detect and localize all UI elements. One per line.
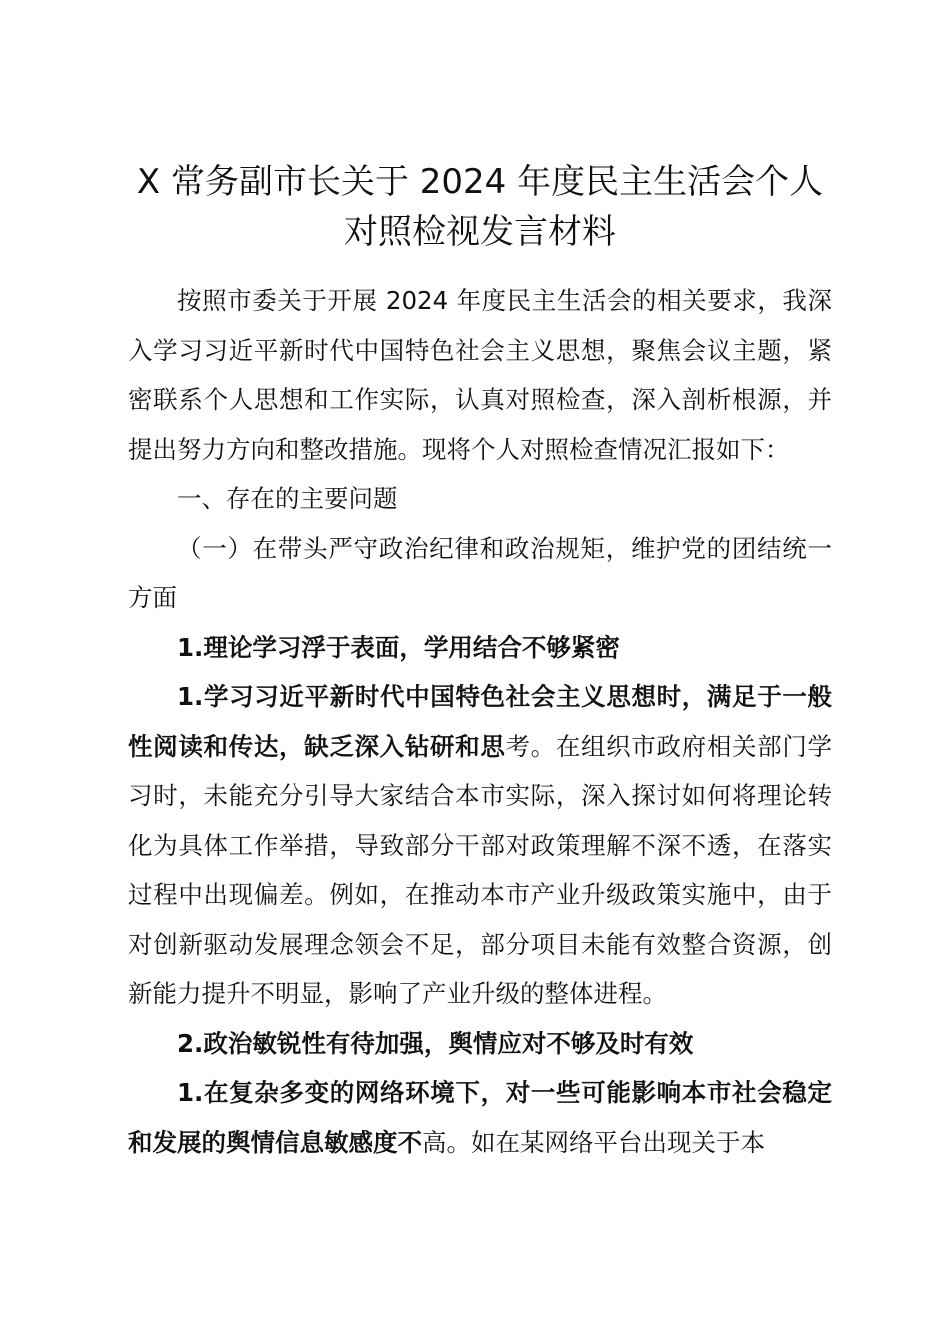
document-title-line-1: X 常务副市长关于 2024 年度民主生活会个人 — [136, 162, 824, 202]
section-heading: 一、存在的主要问题 — [177, 484, 398, 513]
issue-paragraph-2 — [128, 1068, 832, 1167]
issue-paragraph-1 — [128, 672, 832, 1019]
issue-paragraph-2-body: 高。如在某网络平台出现关于本 — [422, 1127, 765, 1157]
issue-paragraph-2-bold-lead: 1.在复杂多变的网络环境下，对一些可能影响本市社会稳定和发展的舆情信息敏感度不 — [128, 1078, 832, 1157]
document-body — [128, 276, 832, 1167]
issue-paragraph-1-bold-lead: 1.学习习近平新时代中国特色社会主义思想时，满足于一般性阅读和传达，缺乏深入钻研和思 — [128, 682, 832, 761]
subsection-heading: （一）在带头严守政治纪律和政治规矩，维护党的团结统一方面 — [128, 533, 832, 612]
intro-paragraph: 按照市委关于开展 2024 年度民主生活会的相关要求，我深入学习习近平新时代中国特色社会主义思想，聚焦会议主题，紧密联系个人思想和工作实际，认真对照检查，深入剖析根源，并提出努力方向和整改措施。现将个人对照检查情况汇报如下： — [128, 286, 832, 464]
issue-paragraph-1-body: 考。在组织市政府相关部门学习时，未能充分引导大家结合本市实际，深入探讨如何将理论转化为具体工作举措，导致部分干部对政策理解不深不透，在落实过程中出现偏差。例如，在推动本市产业升级政策实施中，由于对创新驱动发展理念领会不足，部分项目未能有效整合资源，创新能力提升不明显，影响了产业升级的整体进程。 — [128, 731, 832, 1008]
issue-heading-2: 2.政治敏锐性有待加强，舆情应对不够及时有效 — [177, 1028, 694, 1058]
issue-heading-1: 1.理论学习浮于表面，学用结合不够紧密 — [177, 632, 620, 662]
document-title-line-2: 对照检视发言材料 — [344, 212, 616, 252]
